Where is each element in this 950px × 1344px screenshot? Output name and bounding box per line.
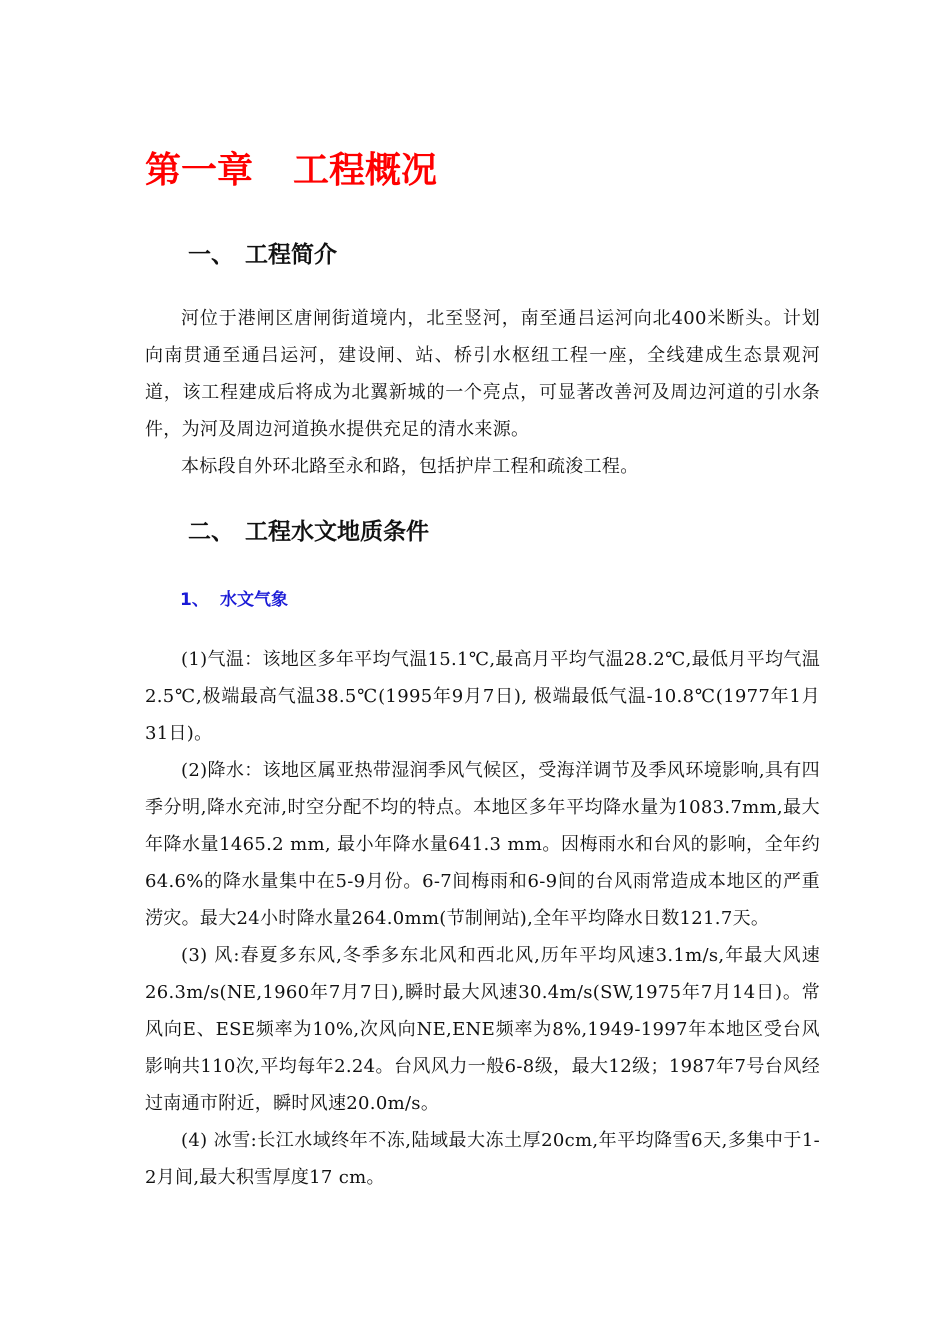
paragraph-temperature: (1)气温：该地区多年平均气温15.1℃,最高月平均气温28.2℃,最低月平均气温2.5℃,极端最高气温38.5℃(1995年9月7日), 极端最低气温-10.8℃(1977年1月31日)。 [145, 649, 820, 744]
section-1-number: 一、 [188, 242, 234, 268]
chapter-name: 工程概况 [293, 150, 438, 191]
section-1-title: 工程简介 [245, 242, 337, 268]
section-heading-2 [188, 517, 429, 547]
section-heading-1 [188, 240, 337, 270]
chapter-title [145, 148, 437, 194]
subsection-title: 水文气象 [220, 590, 288, 610]
chapter-number: 第一章 [145, 150, 254, 191]
paragraph-precipitation: (2)降水：该地区属亚热带湿润季风气候区，受海洋调节及季风环境影响,具有四季分明,降水充沛,时空分配不均的特点。本地区多年平均降水量为1083.7mm,最大年降水量1465.2 mm, 最小年降水量641.3 mm。因梅雨水和台风的影响，全年约64.6%的降水量集中在5-9月份。6-7间梅雨和6-9间的台风雨常造成本地区的严重涝灾。最大24小时降水量264.0mm(节制闸站),全年平均降水日数121.7天。 [145, 760, 820, 929]
subsection-heading [180, 588, 288, 612]
subsection-number: 1、 [180, 590, 209, 610]
section-2-title: 工程水文地质条件 [245, 519, 429, 545]
section-1-paragraph-2: 本标段自外环北路至永和路，包括护岸工程和疏浚工程。 [181, 456, 639, 477]
section-2-number: 二、 [188, 519, 234, 545]
section-1-paragraph-1: 河位于港闸区唐闸街道境内，北至竖河，南至通吕运河向北400米断头。计划向南贯通至通吕运河，建设闸、站、桥引水枢纽工程一座，全线建成生态景观河道，该工程建成后将成为北翼新城的一个亮点，可显著改善河及周边河道的引水条件，为河及周边河道换水提供充足的清水来源。 [145, 308, 820, 440]
paragraph-wind: (3) 风:春夏多东风,冬季多东北风和西北风,历年平均风速3.1m/s,年最大风速26.3m/s(NE,1960年7月7日),瞬时最大风速30.4m/s(SW,1975年7月14日)。常风向E、ESE频率为10%,次风向NE,ENE频率为8%,1949-1997年本地区受台风影响共110次,平均每年2.24。台风风力一般6-8级，最大12级；1987年7号台风经过南通市附近，瞬时风速20.0m/s。 [145, 945, 820, 1114]
paragraph-ice-snow: (4) 冰雪:长江水域终年不冻,陆域最大冻土厚20cm,年平均降雪6天,多集中于1-2月间,最大积雪厚度17 cm。 [145, 1130, 820, 1188]
